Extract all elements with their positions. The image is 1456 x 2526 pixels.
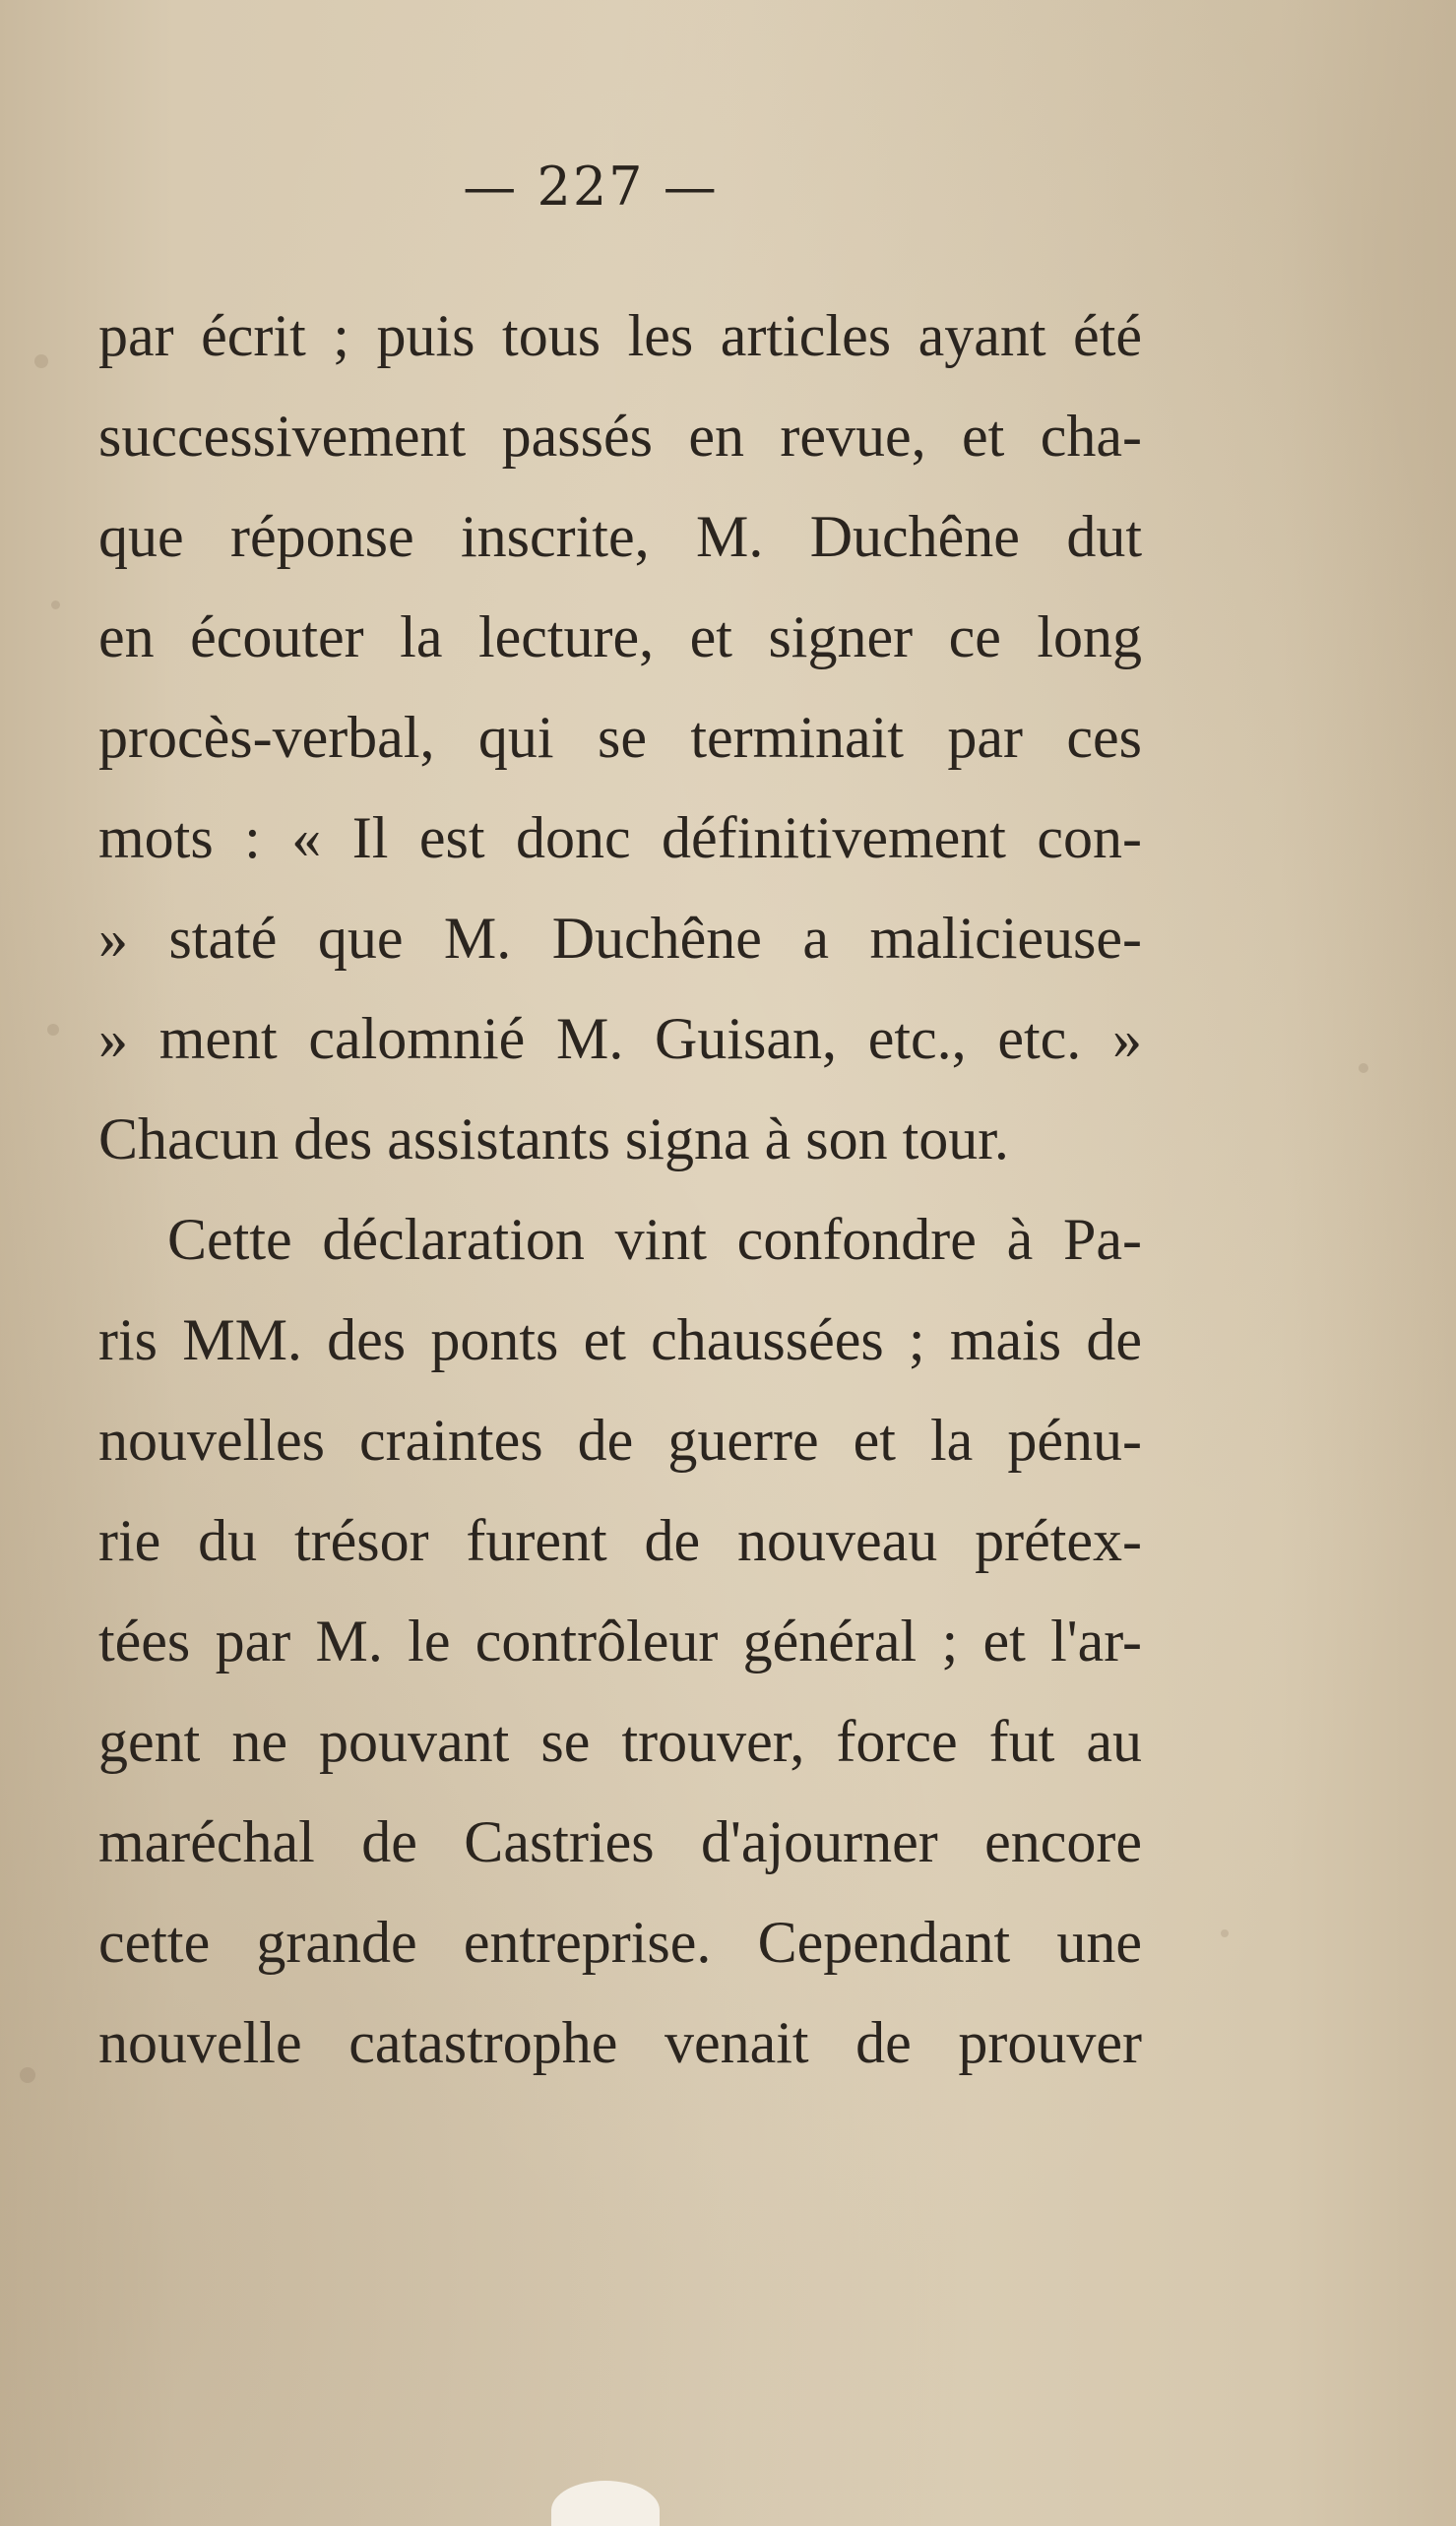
text-line-2: successivement passés en revue, et cha- (98, 404, 1142, 469)
text-line-15: gent ne pouvant se trouver, force fut au (98, 1709, 1142, 1774)
text-line-10: Cette déclaration vint confondre à Pa- (167, 1207, 1142, 1272)
text-line-9: Chacun des assistants signa à son tour. (98, 1106, 1009, 1171)
text-line-13: rie du trésor furent de nouveau prétex- (98, 1508, 1142, 1573)
text-line-17: cette grande entreprise. Cependant une (98, 1910, 1142, 1975)
foxing-spot (1221, 1929, 1229, 1937)
paper-tear (551, 2481, 660, 2526)
body-text (98, 285, 1142, 2093)
text-line-3: que réponse inscrite, M. Duchêne dut (98, 504, 1142, 569)
text-line-8: » ment calomnié M. Guisan, etc., etc. » (98, 1006, 1142, 1071)
text-line-6: mots : « Il est donc définitivement con- (98, 805, 1142, 870)
text-line-12: nouvelles craintes de guerre et la pénu- (98, 1408, 1142, 1473)
text-line-11: ris MM. des ponts et chaussées ; mais de (98, 1307, 1142, 1372)
text-line-5: procès-verbal, qui se terminait par ces (98, 705, 1142, 770)
foxing-spot (1359, 1063, 1368, 1073)
foxing-spot (51, 600, 60, 609)
foxing-spot (47, 1024, 59, 1036)
text-line-16: maréchal de Castries d'ajourner encore (98, 1809, 1142, 1874)
text-line-18: nouvelle catastrophe venait de prouver (98, 2010, 1142, 2075)
text-line-14: tées par M. le contrôleur général ; et l'ar- (98, 1609, 1142, 1673)
text-line-4: en écouter la lecture, et signer ce long (98, 604, 1142, 669)
text-line-1: par écrit ; puis tous les articles ayant été (98, 303, 1142, 368)
foxing-spot (34, 354, 48, 368)
page-number: — 227 — (463, 156, 719, 218)
text-line-7: » staté que M. Duchêne a malicieuse- (98, 906, 1142, 971)
foxing-spot (20, 2067, 35, 2083)
